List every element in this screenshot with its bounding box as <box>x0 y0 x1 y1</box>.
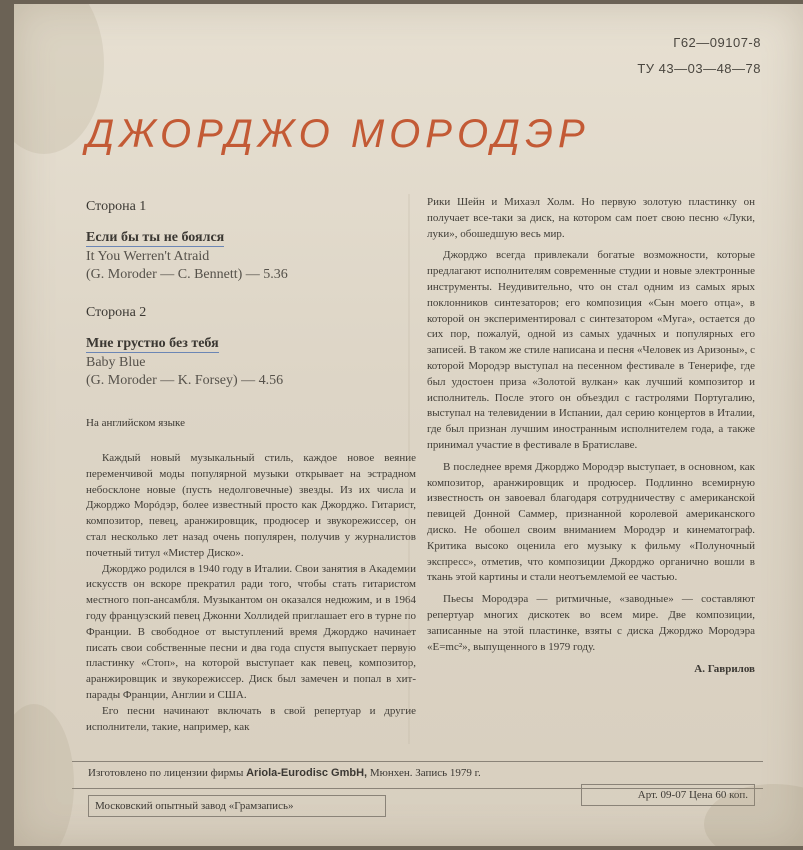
price-box: Арт. 09-07 Цена 60 коп. <box>581 784 755 806</box>
side-2-track-credits: (G. Moroder — K. Forsey) — 4.56 <box>86 373 284 388</box>
liner-paragraph: Джорджо родился в 1940 году в Италии. Свои занятия в Академии искусств он вскоре прекратил ради того, чтобы стать гитаристом местного поп-ансамбля. Музыкантом он оказался недюжим, и в 1964 году французский певец Джонни Холлидей приглашает его в турне по Франции. В свободное от выступлений время Джорджо начинает писать свои собственные песни и два года спустя выпускает первую пластинку «Стоп», на которой выступает как певец, композитор, аранжировщик и звукорежиссер. Диск был замечен и попал в хит-парады Франции, Англии и США. <box>86 562 416 701</box>
catalog-info <box>637 30 761 82</box>
license-prefix: Изготовлено по лицензии фирмы <box>88 767 244 779</box>
album-title: ДЖОРДЖО МОРОДЭР <box>86 112 590 156</box>
catalog-number: Г62—09107-8 <box>673 35 761 50</box>
license-suffix: Мюнхен. Запись 1979 г. <box>369 767 481 779</box>
side-2-track-title: Мне грустно без тебя <box>86 336 219 351</box>
liner-paragraph: Его песни начинают включать в свой репертуар и другие исполнители, такие, например, как <box>86 704 416 733</box>
right-column <box>427 195 755 675</box>
record-sleeve <box>14 4 803 846</box>
license-company: Ariola-Eurodisc GmbH, <box>246 767 368 779</box>
liner-paragraph: Джорджо всегда привлекали богатые возможности, которые предлагают исполнителям современные студии и новые электронные инструменты. Неудивительно, что он стал одним из самых ярых поклонников синтезаторов; его композиция «Сын моего отца», в которой он экспериментировал с синтезатором «Муга», остается до сих пор, пожалуй, одной из самых удачных и популярных его записей. В таком же стиле написана и песня «Человек из Аризоны», с которой Мородэр выступал на песенном фестивале в Тенерифе, где был удостоен приза «Золотой вулкан» как лучший композитор и исполнитель. После этого он объездил с гастролями Португалию, выступал на телевидении в Испании, дал серию концертов в Италии, где был признан лучшим иностранным исполнителем года, а также принимал участие в фестивале в Братиславе. <box>427 249 755 451</box>
author-signature: А. Гаврилов <box>694 663 755 676</box>
license-line <box>88 767 481 779</box>
liner-notes-left <box>86 451 416 735</box>
catalog-spec: ТУ 43—03—48—78 <box>637 61 761 76</box>
liner-paragraph: В последнее время Джорджо Мородэр выступает, в основном, как композитор, аранжировщик и продюсер. Подлинно всемирную известность он завоевал благодаря сотрудничеству с американской певицей Донной Саммер, признанной королевой американского диско. Не обошел своим вниманием Мородэр и кинематограф. Критика высоко оценила его музыку к фильму «Полуночный экспресс», отметив, что композиции Джорджо органично вошли в ткань этой картины и стали неотъемлемой ее частью. <box>427 460 755 584</box>
side-1-track-credits: (G. Moroder — C. Bennett) — 5.36 <box>86 267 288 282</box>
side-1-track-english: It You Werren't Atraid <box>86 249 210 264</box>
liner-paragraph: Рики Шейн и Михаэл Холм. Но первую золотую пластинку он получает все-таки за диск, на котором сам поет свою песню «Луки, луки», обошедшую весь мир. <box>427 196 755 240</box>
side-2-track-english: Baby Blue <box>86 355 146 370</box>
liner-paragraph: Каждый новый музыкальный стиль, каждое новое веяние переменчивой моды популярной музыки открывает на эстрадном небосклоне новые (пусть недолговечные) звезды. Из их числа и Джорджо Морóдэр, более известный просто как Джорджо. Гитарист, композитор, певец, аранжировщик, продюсер и звукорежиссер, он стал несколько лет назад очень популярен, получив у журналистов почетный титул «Мистер Диско». <box>86 452 416 559</box>
side-2-label: Сторона 2 <box>86 305 147 320</box>
side-1-label: Сторона 1 <box>86 199 147 214</box>
factory-box: Московский опытный завод «Грамзапись» <box>88 795 386 817</box>
liner-notes-right <box>427 195 755 655</box>
side-1-track-title: Если бы ты не боялся <box>86 230 225 245</box>
liner-paragraph: Пьесы Мородэра — ритмичные, «заводные» — составляют репертуар многих дискотек во всем мире. Две композиции, записанные на этой пластинке, взяты с диска Джорджо Мородэра «E=mc²», выпущенного в 1979 году. <box>427 593 755 653</box>
language-note: На английском языке <box>86 417 185 429</box>
divider <box>72 761 763 762</box>
left-column <box>86 199 416 735</box>
